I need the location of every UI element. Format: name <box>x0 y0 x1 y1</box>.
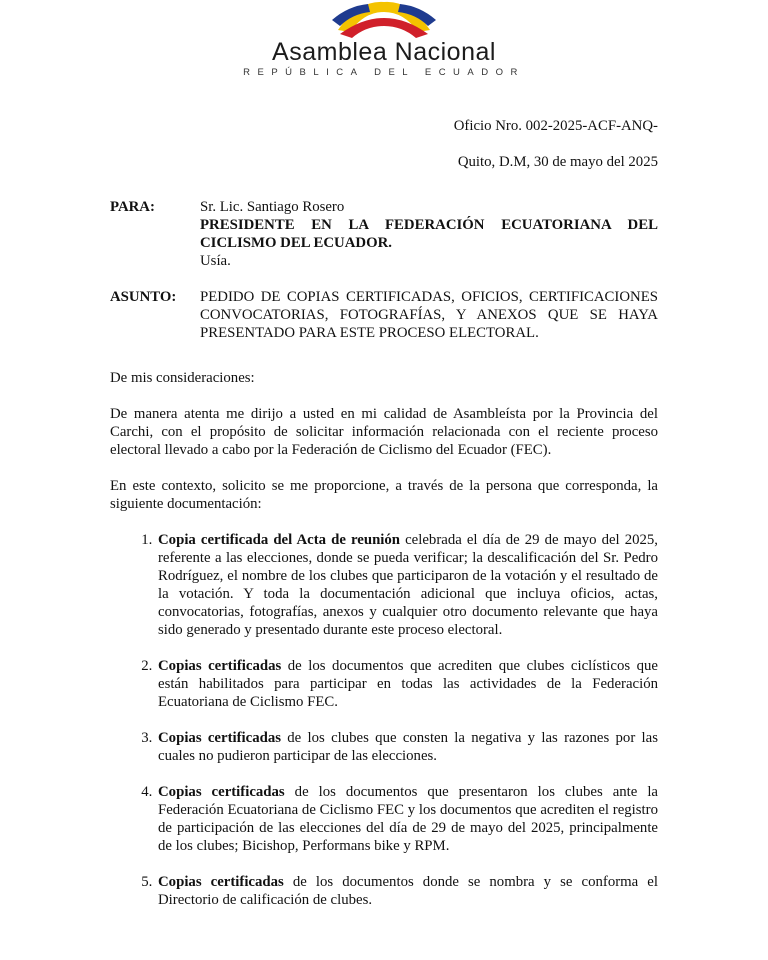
asamblea-logo-icon <box>318 0 450 40</box>
list-item <box>156 729 658 765</box>
list-item-text: de los documentos que acrediten que clubes ciclísticos que están habilitados para participar en todas las actividades de la Federación Ecuatoriana de Ciclismo FEC. <box>158 658 658 710</box>
org-name: Asamblea Nacional <box>272 38 496 66</box>
letter-body <box>110 117 658 909</box>
list-item <box>156 657 658 711</box>
recipient-name: Sr. Lic. Santiago Rosero <box>200 199 345 215</box>
letterhead <box>0 0 768 90</box>
asunto-text: PEDIDO DE COPIAS CERTIFICADAS, OFICIOS, CERTIFICACIONES CONVOCATORIAS, FOTOGRAFÍAS, Y ANEXOS QUE SE HAYA PRESENTADO PARA ESTE PROCESO ELECTORAL. <box>200 289 658 341</box>
para-body <box>200 198 658 270</box>
paragraph-intro: De manera atenta me dirijo a usted en mi calidad de Asambleísta por la Provincia del Carchi, con el propósito de solicitar información relacionada con el reciente proceso electoral llevado a cabo por la Federación de Ciclismo del Ecuador (FEC). <box>110 406 658 458</box>
list-item-text: de los clubes que consten la negativa y las razones por las cuales no pudieron participar de las elecciones. <box>158 730 658 764</box>
para-field <box>110 198 658 270</box>
list-item-bold: Copias certificadas <box>158 730 281 746</box>
list-item-bold: Copia certificada del Acta de reunión <box>158 532 401 548</box>
list-item-bold: Copias certificadas <box>158 658 282 674</box>
list-item-text: de los documentos que presentaron los clubes ante la Federación Ecuatoriana de Ciclismo FEC y los documentos que acrediten el registro de participación de las elecciones del día de 29 de mayo del 2025, principalmente de los clubes; Bicishop, Performans bike y RPM. <box>158 784 659 854</box>
list-item <box>156 873 658 909</box>
recipient-title: PRESIDENTE EN LA FEDERACIÓN ECUATORIANA DEL CICLISMO DEL ECUADOR. <box>200 217 658 251</box>
list-item-bold: Copias certificadas <box>158 874 284 890</box>
paragraph-context: En este contexto, solicito se me proporcione, a través de la persona que corresponda, la siguiente documentación: <box>110 478 658 512</box>
list-item-text: de los documentos donde se nombra y se conforma el Directorio de calificación de clubes. <box>158 874 658 908</box>
list-item-text: celebrada el día de 29 de mayo del 2025, referente a las elecciones, donde se pueda verificar; la descalificación del Sr. Pedro Rodríguez, el nombre de los clubes que participaron de la votación y el resultado de la votación. Y toda la documentación adicional que incluya oficios, actas, convocatorias, fotografías, anexos y cualquier otro documento relevante que haya sido generado y presentado durante este proceso electoral. <box>158 532 658 638</box>
salutation: De mis consideraciones: <box>110 370 255 386</box>
para-label: PARA: <box>110 199 155 215</box>
org-subtitle: REPÚBLICA DEL ECUADOR <box>243 67 525 78</box>
list-item <box>156 783 658 855</box>
asunto-field <box>110 288 658 342</box>
list-item-bold: Copias certificadas <box>158 784 285 800</box>
list-item <box>156 531 658 639</box>
asunto-label: ASUNTO: <box>110 289 177 305</box>
oficio-number: Oficio Nro. 002-2025-ACF-ANQ- <box>453 118 658 134</box>
recipient-usia: Usía. <box>200 253 231 269</box>
letter-date: Quito, D.M, 30 de mayo del 2025 <box>457 154 658 170</box>
request-list <box>110 531 658 909</box>
